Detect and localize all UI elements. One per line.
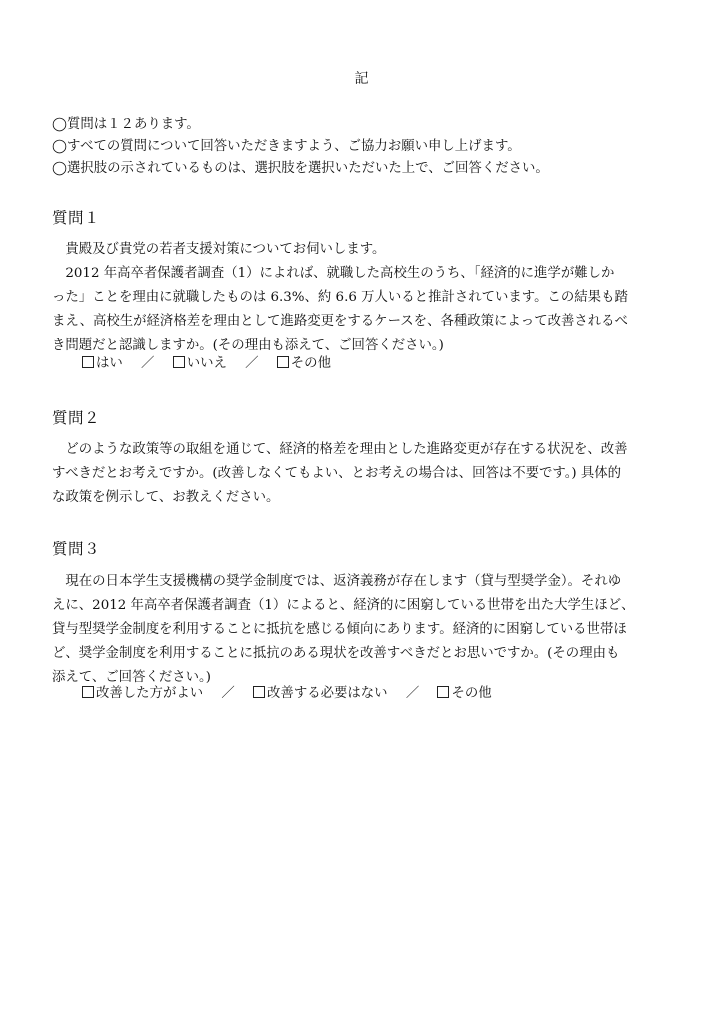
option-yes[interactable]: [82, 353, 123, 375]
question-1-line: まえ、高校生が経済格差を理由として進路変更をするケースを、各種政策によって改善されるべ: [52, 314, 628, 329]
option-label: はい: [96, 356, 123, 371]
option-label: その他: [451, 686, 492, 701]
question-3-options: [82, 683, 492, 705]
checkbox-icon[interactable]: [437, 686, 449, 698]
option-separator: ／: [245, 356, 259, 371]
intro-note: ◯すべての質問について回答いただきますよう、ご協力お願い申し上げます。: [52, 139, 521, 154]
option-separator: ／: [141, 356, 155, 371]
option-separator: ／: [221, 686, 235, 701]
option-no-need[interactable]: [253, 683, 388, 705]
option-label: 改善する必要はない: [267, 686, 388, 701]
option-other[interactable]: [437, 683, 491, 705]
option-separator: ／: [405, 686, 420, 701]
question-1-line: 2012 年高卒者保護者調査（1）によれば、就職した高校生のうち、「経済的に進学が難しか: [52, 266, 615, 281]
checkbox-icon[interactable]: [82, 356, 94, 368]
option-no[interactable]: [173, 353, 227, 375]
option-other[interactable]: [277, 353, 331, 375]
question-3-title: 質問３: [52, 540, 101, 558]
checkbox-icon[interactable]: [82, 686, 94, 698]
question-1-line: き問題だと認識しますか。(その理由も添えて、ご回答ください。): [52, 338, 444, 353]
intro-note: ◯質問は１２あります。: [52, 117, 200, 132]
intro-notes: [52, 114, 682, 180]
checkbox-icon[interactable]: [253, 686, 265, 698]
question-3-body: [52, 570, 676, 690]
question-3-line: 添えて、ご回答ください。): [52, 670, 211, 685]
question-2-line: どのような政策等の取組を通じて、経済的格差を理由とした進路変更が存在する状況を、改善: [52, 442, 628, 457]
document-heading: 記: [354, 71, 370, 87]
question-3-line: ど、奨学金制度を利用することに抵抗のある現状を改善すべきだとお思いですか。(その理由も: [52, 646, 620, 661]
checkbox-icon[interactable]: [173, 356, 185, 368]
question-2-line: な政策を例示して、お教えください。: [52, 490, 280, 505]
question-1-options: [82, 353, 331, 375]
intro-note: ◯選択肢の示されているものは、選択肢を選択いただいた上で、ご回答ください。: [52, 161, 549, 176]
question-3-line: 現在の日本学生支援機構の奨学金制度では、返済義務が存在します（貸与型奨学金）。それゆ: [52, 574, 622, 589]
option-should-improve[interactable]: [82, 683, 203, 705]
option-label: いいえ: [186, 356, 227, 371]
question-3-line: 貸与型奨学金制度を利用することに抵抗を感じる傾向にあります。経済的に困窮している世帯ほ: [52, 622, 627, 637]
question-2-line: すべきだとお考えですか。(改善しなくてもよい、とお考えの場合は、回答は不要です。) 具体的: [52, 466, 622, 481]
question-2-title: 質問２: [52, 409, 101, 427]
question-2-body: [52, 438, 676, 510]
question-1-line: った」ことを理由に就職したものは 6.3%、約 6.6 万人いると推計されています。この結果も踏: [52, 290, 628, 305]
question-1-body: [52, 238, 676, 358]
question-1-title: 質問１: [52, 209, 101, 227]
option-label: 改善した方がよい: [96, 686, 204, 701]
question-1-line: 貴殿及び貴党の若者支援対策についてお伺いします。: [52, 242, 386, 257]
question-3-line: えに、2012 年高卒者保護者調査（1）によると、経済的に困窮している世帯を出た大学生ほど、: [52, 598, 635, 613]
checkbox-icon[interactable]: [277, 356, 289, 368]
option-label: その他: [290, 356, 331, 371]
